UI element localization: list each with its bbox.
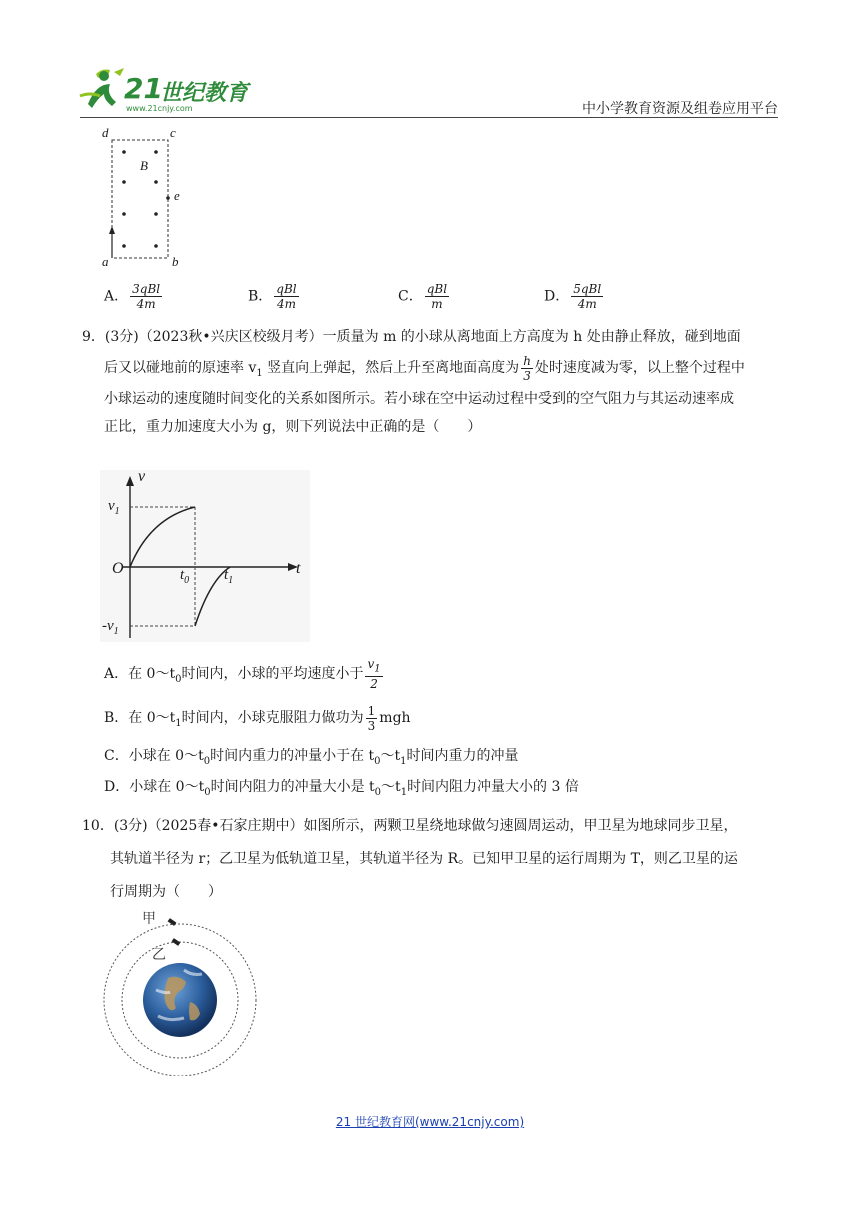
neg-v1-label: $-v_1$ [102,618,119,637]
q10-line2: 其轨道半径为 r；乙卫星为低轨道卫星，其轨道半径为 R。已知甲卫星的运行周期为 T，则乙卫星的运 [110,851,738,867]
fraction: $\frac{\text{qBl}}{m}$ [426,282,448,311]
q10-line3: 行周期为（ ） [110,884,222,900]
field-b-label: B [140,158,148,173]
q9-option-d[interactable]: D．小球在 $0\sim t_0$时间内阻力的冲量大小是 $t_0\sim t_1$时间内阻力冲量大小的 3 倍 [104,779,579,798]
q9-option-b[interactable]: B．在 $0\sim t_1$时间内，小球克服阻力做功为 $\frac{1}{3}$ mgh [104,703,411,733]
corner-c-label: c [170,125,176,140]
v1-label: $v_1$ [108,498,120,517]
earth-icon [143,963,217,1037]
corner-a-label: a [102,254,109,269]
runner-logo-icon [78,66,130,114]
q10-line1: 10．(3分)（2025春•石家庄期中）如图所示，两颗卫星绕地球做匀速圆周运动，甲卫星为地球同步卫星， [82,818,738,834]
site-logo [78,66,258,116]
fraction: $\frac{\text{qBl}}{4m}$ [276,282,297,311]
q8-option-d[interactable]: D． $\frac{\text{5qBl}}{4m}$ [544,282,602,311]
corner-b-label: b [172,254,179,269]
t0-label: $t_0$ [180,567,190,586]
origin-label: O [112,560,124,577]
q8-option-a[interactable]: A． $\frac{\text{3qBl}}{4m}$ [104,282,161,311]
satellite-yi-icon [172,938,181,946]
label-jia: 甲 [142,911,156,927]
q10-stem [82,810,782,909]
fraction: $\frac{v_1}{2}$ [367,656,381,692]
platform-title: 中小学教育资源及组卷应用平台 [582,101,778,117]
logo-number: 21 [124,72,163,105]
logo-text: 世纪教育 [160,81,249,106]
t1-label: $t_1$ [224,567,234,586]
q8-figure [96,124,196,274]
header-divider [80,117,778,118]
fraction: $\frac{h}{3}$ [523,353,531,383]
q9-line3: 小球运动的速度随时间变化的关系如图所示。若小球在空中运动过程中受到的空气阻力与其运动速率成 [104,391,734,407]
t-axis-label: t [296,560,301,577]
corner-d-label: d [102,125,109,140]
point-e-label: e [174,188,180,203]
fraction: $\frac{\text{3qBl}}{4m}$ [132,282,161,311]
q9-line2: 后又以碰地前的原速率 $v_1$ 竖直向上弹起，然后上升至离地面高度为 $\frac{h}{3}$ 处时速度减为零，以上整个过程中 [104,353,745,383]
v-axis-label: v [138,468,146,485]
q9-line1: 9．(3分)（2023秋•兴庆区校级月考）一质量为 m 的小球从离地面上方高度为 h 处由静止释放，碰到地面 [82,329,741,345]
q9-line4: 正比，重力加速度大小为 g，则下列说法中正确的是（ ） [104,419,482,435]
q9-vt-graph [100,470,310,642]
q9-stem [82,323,782,441]
label-yi: 乙 [152,947,166,963]
fraction: $\frac{\text{5qBl}}{4m}$ [573,282,602,311]
q9-option-c[interactable]: C．小球在 $0\sim t_0$时间内重力的冲量小于在 $t_0\sim t_1$时间内重力的冲量 [104,748,519,767]
fraction: $\frac{1}{3}$ [367,703,376,733]
q8-option-c[interactable]: C． $\frac{\text{qBl}}{m}$ [398,282,448,311]
logo-url: www.21cnjy.com [126,104,193,113]
q8-option-b[interactable]: B． $\frac{\text{qBl}}{4m}$ [248,282,297,311]
q9-option-a[interactable]: A．在 $0\sim t_0$时间内，小球的平均速度小于 $\frac{v_1}{2}$ [104,656,381,692]
footer-link[interactable]: 21 世纪教育网(www.21cnjy.com) [335,1115,525,1129]
q10-orbit-figure [98,906,258,1076]
